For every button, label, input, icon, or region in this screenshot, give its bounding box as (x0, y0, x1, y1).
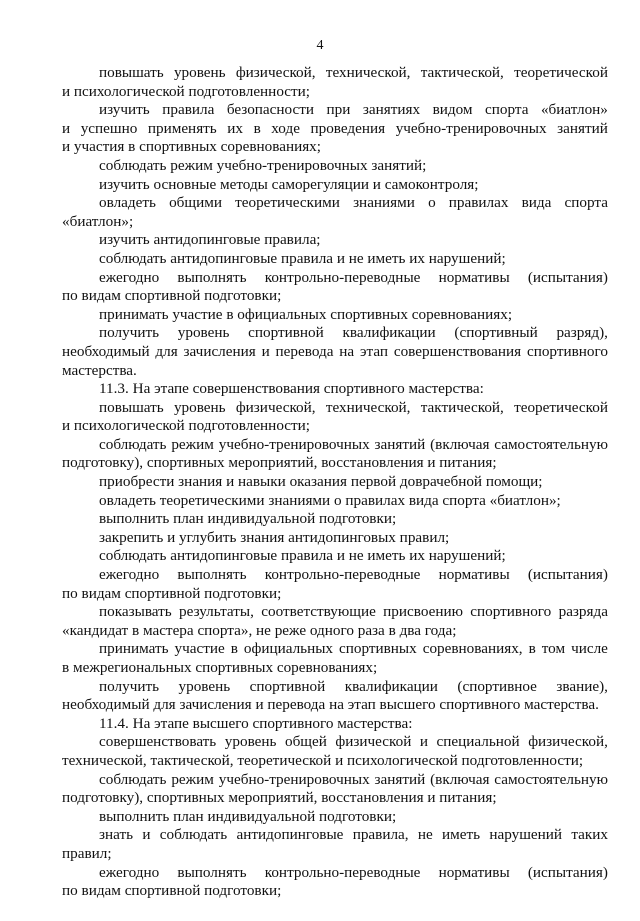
text-word: и (142, 826, 151, 844)
text-line: изучить антидопинговые правила; (99, 231, 321, 249)
text-line: по видам спортивной подготовки; (62, 882, 282, 900)
text-line: 11.3. На этапе совершенствования спортивного мастерства: (99, 380, 484, 398)
text-word: теоретической (514, 64, 608, 81)
text-word: их (227, 119, 244, 137)
text-word: в (528, 640, 536, 658)
text-word: для (155, 342, 178, 360)
text-word: теоретическими (235, 194, 340, 212)
text-line: по видам спортивной подготовки; (62, 287, 282, 305)
text-line (62, 864, 608, 883)
text-line: соблюдать антидопинговые правила и не иметь их нарушений; (99, 547, 506, 565)
text-word: уровень (173, 398, 226, 416)
text-line (62, 120, 608, 139)
text-line: соблюдать режим учебно-тренировочных занятий; (99, 156, 427, 174)
text-line (62, 269, 608, 288)
text-word: «биатлон» (540, 101, 608, 119)
text-word: и (419, 733, 429, 751)
text-word: общей (284, 733, 327, 751)
text-word: тактической, (420, 398, 504, 416)
text-line: приобрести знания и навыки оказания первой доврачебной помощи; (99, 473, 543, 491)
text-word: повышать (99, 64, 164, 81)
text-word: звание), (556, 677, 608, 695)
text-word: ежегодно (99, 863, 160, 881)
text-word: (испытания) (527, 566, 608, 584)
text-line: овладеть теоретическими знаниями о правилах вида спорта «биатлон»; (99, 491, 561, 509)
text-word: и (261, 342, 270, 360)
text-line: подготовку), спортивных мероприятий, восстановления и питания; (62, 454, 497, 472)
text-line: закрепить и углубить знания антидопинговых правил; (99, 528, 450, 546)
text-word: овладеть (99, 194, 156, 212)
text-word: (включая (430, 770, 490, 788)
text-word: (спортивный (454, 324, 538, 342)
text-word: занятий (374, 770, 426, 788)
text-word: изучить (99, 101, 150, 119)
text-line (62, 194, 608, 213)
text-word: присвоению (383, 603, 463, 621)
text-line: правил; (62, 844, 112, 862)
text-word: спортивной (249, 677, 326, 695)
text-word: показывать (99, 603, 172, 621)
text-word: зачисления (183, 342, 256, 360)
text-word: квалификации (344, 677, 438, 695)
text-word: соблюдать (99, 435, 167, 453)
text-word: применять (147, 119, 217, 137)
text-word: знать (99, 826, 134, 844)
text-word: теоретической (514, 398, 608, 416)
text-word: принимать (99, 640, 169, 658)
text-word: выполнять (177, 268, 247, 286)
text-word: режим (171, 435, 214, 453)
text-word: технической, (325, 398, 411, 416)
text-line (62, 566, 608, 585)
text-word: выполнять (177, 863, 247, 881)
text-word: повышать (99, 398, 164, 416)
text-word: нормативы (438, 863, 510, 881)
text-word: видом (432, 101, 473, 119)
text-line: и психологической подготовленности; (62, 417, 311, 435)
text-line (62, 436, 608, 455)
text-line (62, 640, 608, 659)
text-word: в (230, 640, 238, 658)
text-word: нормативы (438, 566, 510, 584)
text-word: физической, (235, 398, 316, 416)
text-word: в (253, 119, 261, 137)
text-word: на (339, 342, 355, 360)
text-word: этап (359, 342, 388, 360)
text-line (62, 771, 608, 790)
text-word: самостоятельную (494, 770, 608, 788)
text-word: успешно (80, 119, 138, 137)
text-word: тактической, (420, 64, 504, 81)
text-line (62, 678, 608, 697)
text-word: таких (571, 826, 608, 844)
text-word: при (326, 101, 351, 119)
text-line (62, 399, 608, 418)
text-word: ежегодно (99, 268, 160, 286)
text-line: 11.4. На этапе высшего спортивного мастерства: (99, 714, 413, 732)
text-word: уровень (178, 677, 231, 695)
text-line: «кандидат в мастера спорта», не реже одного раза в два года; (62, 621, 457, 639)
text-word: участие (174, 640, 225, 658)
page-number: 4 (316, 38, 324, 53)
text-word: технической, (325, 64, 411, 81)
text-word: вида (521, 194, 552, 212)
text-word: ежегодно (99, 566, 160, 584)
text-word: нарушений (489, 826, 563, 844)
text-word: соблюдать (99, 770, 167, 788)
text-word: спорта (485, 101, 529, 119)
text-word: ходе (271, 119, 300, 137)
text-word: совершенствования (393, 342, 522, 360)
text-word: спортивного (470, 603, 552, 621)
document-body (62, 64, 608, 901)
text-word: занятий (374, 435, 426, 453)
text-line: изучить основные методы саморегуляции и самоконтроля; (99, 175, 479, 193)
text-line: в межрегиональных спортивных соревнованиях; (62, 659, 378, 676)
text-word: общими (169, 194, 222, 212)
text-line: выполнить план индивидуальной подготовки; (99, 807, 397, 825)
text-word: соблюдать (159, 826, 228, 844)
text-line: принимать участие в официальных спортивных соревнованиях; (99, 305, 513, 323)
text-word: (спортивное (457, 677, 537, 695)
text-line: и участия в спортивных соревнованиях; (62, 138, 321, 156)
text-line: по видам спортивной подготовки; (62, 584, 282, 602)
text-line: и психологической подготовленности; (62, 82, 311, 100)
text-line (62, 64, 608, 83)
text-word: спорта (564, 194, 608, 212)
text-word: специальной (436, 733, 520, 751)
text-word: разряд), (556, 324, 608, 342)
text-word: выполнять (177, 566, 247, 584)
text-word: физической, (235, 64, 316, 81)
text-word: физической, (528, 733, 608, 751)
text-line: мастерства. (62, 361, 137, 379)
text-word: (испытания) (527, 268, 608, 286)
text-word: проведения (310, 119, 386, 137)
text-word: том (541, 640, 566, 658)
text-line (62, 343, 608, 362)
text-word: занятиях (362, 101, 421, 119)
text-word: занятий (557, 119, 608, 137)
text-word: уровень (224, 733, 277, 751)
text-word: получить (99, 324, 160, 342)
text-word: режим (171, 770, 214, 788)
text-word: необходимый (62, 342, 150, 360)
text-word: перевода (275, 342, 334, 360)
text-word: результаты, (179, 603, 254, 621)
text-word: иметь (442, 826, 481, 844)
text-word: физической (335, 733, 412, 751)
text-word: квалификации (342, 324, 436, 342)
text-line: технической, тактической, теоретической и психологической подготовленности; (62, 751, 584, 769)
text-word: спортивной (248, 324, 324, 342)
text-word: контрольно-переводные (264, 863, 421, 881)
text-word: о (428, 194, 436, 212)
text-word: уровень (177, 324, 230, 342)
text-word: спортивного (526, 342, 608, 360)
text-word: не (417, 826, 433, 844)
text-word: (испытания) (527, 863, 608, 881)
text-word: самостоятельную (494, 435, 608, 453)
text-word: контрольно-переводные (264, 268, 421, 286)
text-word: безопасности (226, 101, 315, 119)
text-word: спортивных (339, 640, 417, 658)
text-word: соревнованиях, (422, 640, 523, 658)
text-word: (включая (430, 435, 490, 453)
text-word: учебно-тренировочных (218, 770, 370, 788)
text-word: учебно-тренировочных (218, 435, 370, 453)
text-word: официальных (243, 640, 334, 658)
text-word: правилах (448, 194, 509, 212)
text-word: правила, (352, 826, 409, 844)
text-line (62, 324, 608, 343)
text-word: совершенствовать (99, 733, 217, 751)
text-line: необходимый для зачисления и перевода на этап высшего спортивного мастерства. (62, 696, 599, 714)
text-line: подготовку), спортивных мероприятий, восстановления и питания; (62, 789, 497, 807)
text-word: учебно-тренировочных (395, 119, 547, 137)
text-line: соблюдать антидопинговые правила и не иметь их нарушений; (99, 249, 506, 267)
text-word: антидопинговые (236, 826, 344, 844)
text-line (62, 733, 608, 752)
text-word: разряда (558, 603, 608, 621)
text-word: и (62, 119, 71, 137)
text-word: уровень (173, 64, 226, 81)
text-line (62, 603, 608, 622)
text-word: знаниями (353, 194, 415, 212)
text-word: получить (99, 677, 160, 695)
text-word: нормативы (438, 268, 510, 286)
text-word: соответствующие (261, 603, 376, 621)
text-line (62, 101, 608, 120)
text-word: правила (162, 101, 215, 119)
text-word: числе (571, 640, 608, 658)
text-word: контрольно-переводные (264, 566, 421, 584)
text-line (62, 826, 608, 845)
text-line: «биатлон»; (62, 212, 134, 230)
text-line: выполнить план индивидуальной подготовки; (99, 510, 397, 528)
